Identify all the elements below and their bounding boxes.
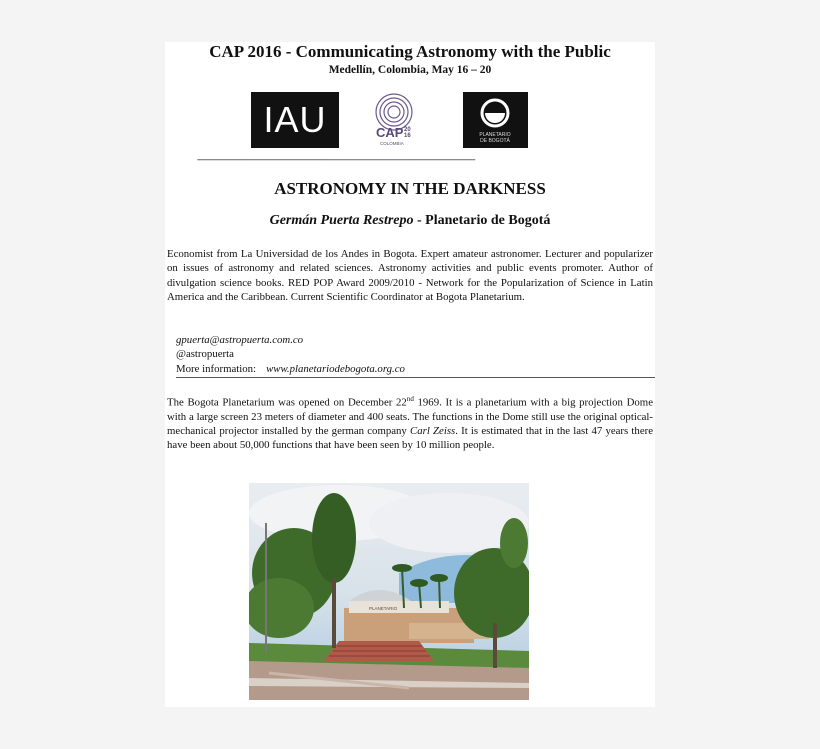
author-bio: Economist from La Universidad de los Andes in Bogota. Expert amateur astronomer. Lecturer and popularizer on issues of astronomy and related sciences. Astronomy activities and public events promoter. Author of divulgation science books. RED POP Award 2009/2010 - Network for the Popularization of Science in Latin America and the Caribbean. Current Scientific Coordinator at Bogota Planetarium. [167, 248, 653, 303]
ordinal-suffix: nd [406, 395, 414, 403]
logo-row [165, 92, 655, 148]
photo-sign-text: PLANETARIO [369, 606, 398, 611]
more-info-label: More information: [176, 362, 257, 375]
planetario-logo-text-2: DE BOGOTÁ [480, 138, 510, 144]
email-link[interactable]: gpuerta@astropuerta.com.co [176, 334, 304, 346]
cap-logo-year-top: 20 [404, 127, 411, 133]
body-text-3: . It is estimated that in the last 47 years there have been about 50,000 functions that have been seen by 10 million people. [167, 425, 653, 452]
author-affiliation: - Planetario de Bogotá [413, 213, 551, 228]
horizontal-rule [176, 377, 655, 378]
dashed-separator: ------------------------------------------------------------------------------------------------------------------------------------------- [197, 155, 475, 163]
social-handle: @astropuerta [176, 348, 234, 361]
planetario-logo-text-1: PLANETARIO [479, 132, 511, 138]
cap-logo-year-bottom: 16 [404, 133, 411, 139]
body-text-2: 1969. It is a planetarium with a big projection Dome with a large screen 23 meters of diameter and 400 seats. The functions in the Dome still use the original optical-mechanical projector installed by the german company [167, 396, 653, 438]
cap-logo-text: CAP [376, 125, 404, 140]
cap-2016-logo [370, 92, 418, 148]
company-name: Carl Zeiss [410, 425, 456, 438]
conference-subtitle: Medellín, Colombia, May 16 – 20 [328, 64, 492, 76]
cap-logo-country: COLOMBIA [380, 141, 404, 146]
iau-logo [251, 92, 339, 148]
body-text-1: The Bogota Planetarium was opened on December 22 [167, 396, 407, 409]
body-paragraph [167, 392, 653, 453]
more-information-line [176, 362, 405, 376]
article-author [165, 213, 655, 229]
website-link[interactable]: www.planetariodebogota.org.co [266, 362, 405, 375]
document-page [165, 42, 655, 707]
planetarium-photo [249, 483, 529, 700]
conference-title: CAP 2016 - Communicating Astronomy with the Public [209, 42, 611, 61]
iau-logo-text: IAU [263, 99, 327, 140]
planetario-bogota-logo [463, 92, 528, 148]
contact-block [176, 333, 405, 376]
author-name: Germán Puerta Restrepo [269, 213, 414, 228]
article-heading: ASTRONOMY IN THE DARKNESS [274, 179, 546, 198]
